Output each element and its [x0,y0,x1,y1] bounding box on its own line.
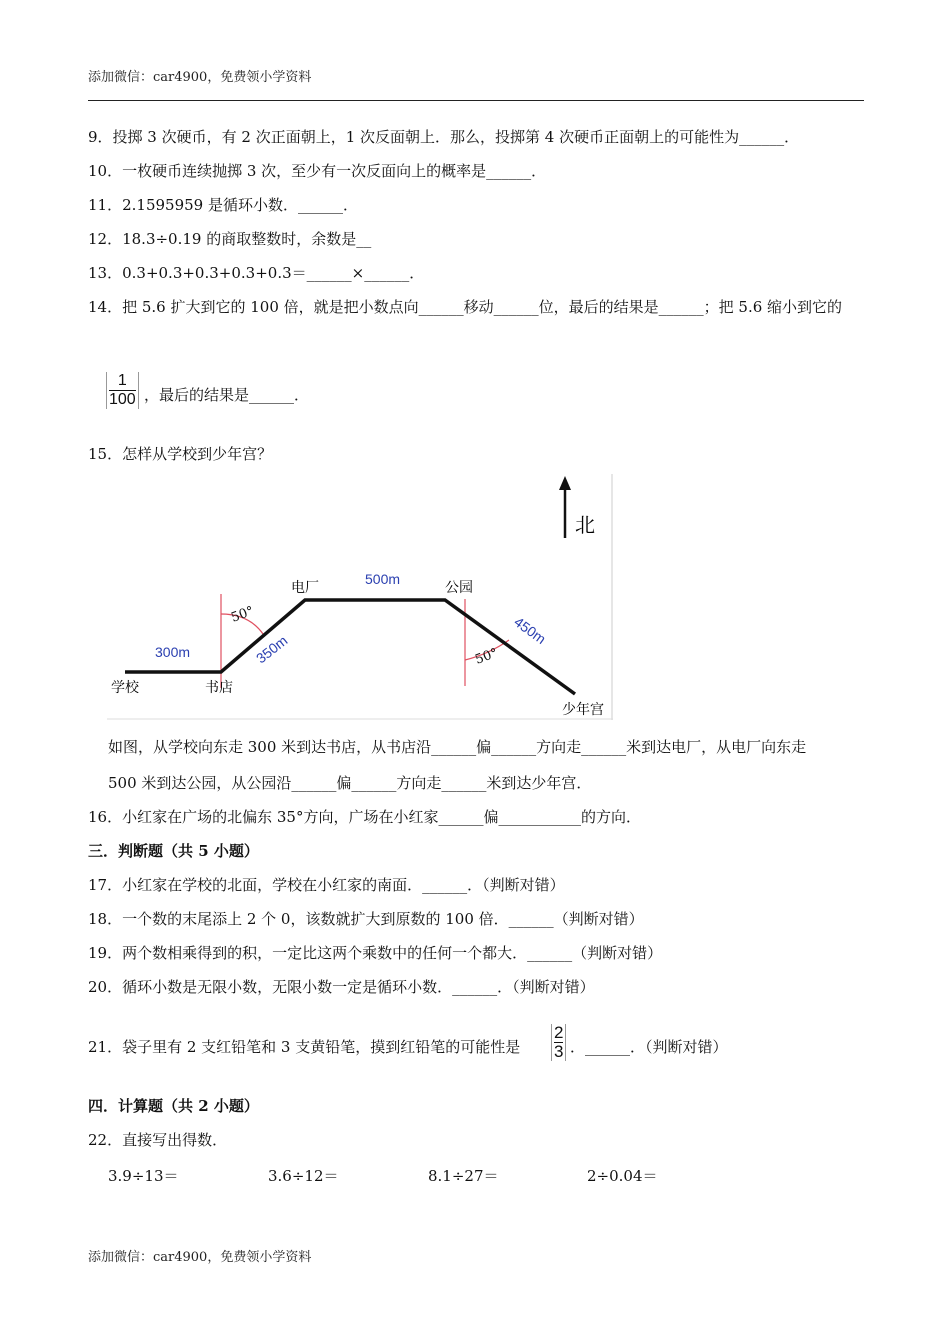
distance-300m-label: 300m [155,644,191,660]
calc-item: 2÷0.04＝ [587,1167,658,1185]
question-10: 10．一枚硬币连续抛掷 3 次，至少有一次反面向上的概率是______． [88,162,547,180]
header-rule [88,100,864,101]
fraction-denominator: 3 [554,1042,564,1061]
route-path [125,600,575,694]
fraction-two-thirds [551,1024,566,1061]
question-16: 16．小红家在广场的北偏东 35°方向，广场在小红家______偏___________的方向． [88,808,641,826]
question-18: 18．一个数的末尾添上 2 个 0，该数就扩大到原数的 100 倍．______（判断对错） [88,910,644,928]
question-9: 9．投掷 3 次硬币，有 2 次正面朝上，1 次反面朝上．那么，投掷第 4 次硬币正面朝上的可能性为______． [88,128,800,146]
page-footer: 添加微信：car4900，免费领小学资料 [88,1250,312,1265]
school-label: 学校 [111,680,139,696]
question-12: 12．18.3÷0.19 的商取整数时，余数是__ [88,230,372,248]
question-14-continued: ，最后的结果是______． [144,386,310,404]
question-14: 14．把 5.6 扩大到它的 100 倍，就是把小数点向______移动______位，最后的结果是______；把 5.6 缩小到它的 [88,298,843,316]
park-label: 公园 [445,580,473,596]
section-4-heading: 四．计算题（共 2 小题） [88,1097,259,1115]
question-13: 13．0.3+0.3+0.3+0.3+0.3＝______×______． [88,264,425,282]
north-arrow-icon [559,476,571,490]
bookstore-label: 书店 [205,680,233,696]
question-15: 15．怎样从学校到少年宫？ [88,445,273,463]
question-19: 19．两个数相乘得到的积，一定比这两个乘数中的任何一个都大．______（判断对错） [88,944,663,962]
question-15-text-line-2: 500 米到达公园，从公园沿______偏______方向走______米到达少年宫． [108,774,592,792]
angle-2-label: 50° [473,645,501,668]
question-20: 20．循环小数是无限小数，无限小数一定是循环小数．______．（判断对错） [88,978,595,996]
question-11: 11．2.1595959 是循环小数．______． [88,196,358,214]
page-header: 添加微信：car4900，免费领小学资料 [88,70,312,85]
route-diagram [107,474,613,720]
fraction-numerator: 2 [554,1023,564,1042]
fraction-one-hundredth [106,372,139,409]
question-15-text-line-1: 如图，从学校向东走 300 米到达书店，从书店沿______偏______方向走______米到达电厂，从电厂向东走 [108,738,807,756]
calc-item: 3.6÷12＝ [268,1167,339,1185]
calc-item: 3.9÷13＝ [108,1167,179,1185]
north-label: 北 [575,513,595,537]
calc-item: 8.1÷27＝ [428,1167,499,1185]
question-21-continued: ．______．（判断对错） [570,1038,728,1056]
fraction-numerator: 1 [109,372,136,391]
youth-palace-label: 少年宫 [562,702,604,718]
question-17: 17．小红家在学校的北面，学校在小红家的南面．______．（判断对错） [88,876,565,894]
question-22: 22．直接写出得数． [88,1131,228,1149]
angle-1-label: 50° [229,603,257,626]
power-plant-label: 电厂 [291,580,319,596]
distance-500m-label: 500m [365,571,401,587]
question-21: 21．袋子里有 2 支红铅笔和 3 支黄铅笔，摸到红铅笔的可能性是 [88,1038,521,1056]
section-3-heading: 三．判断题（共 5 小题） [88,842,259,860]
distance-350m-label: 350m [252,632,291,667]
fraction-denominator: 100 [109,391,136,408]
distance-450m-label: 450m [511,613,549,648]
